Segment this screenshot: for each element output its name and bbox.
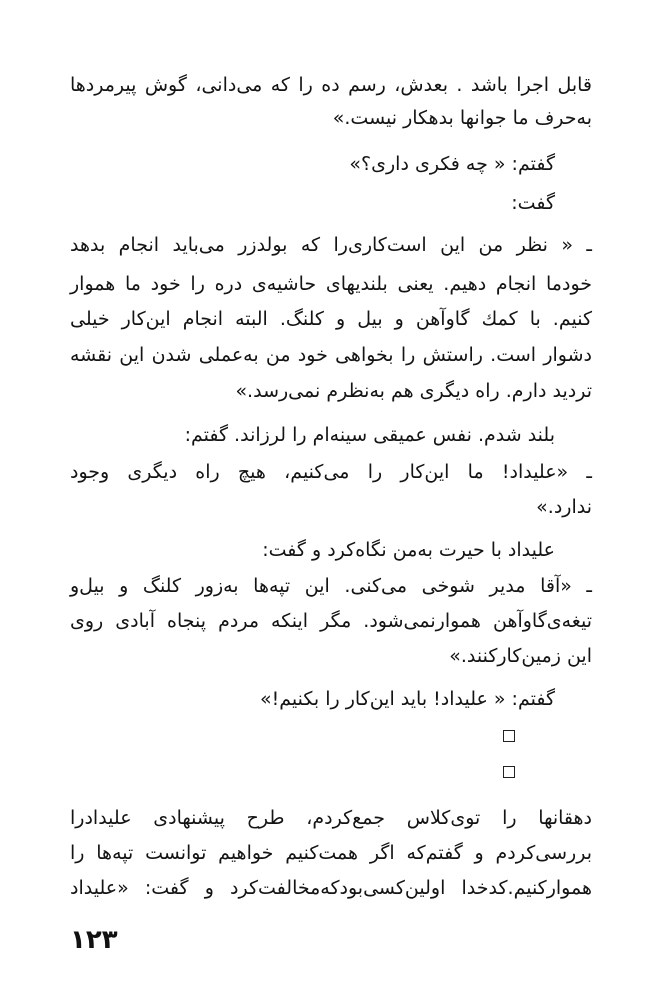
text-line: به‌حرف ما جوانها بدهکار نیست.» <box>332 107 592 129</box>
text-line: قابل اجرا باشد . بعدش، رسم ده را که می‌دانی، گوش پیرمردها <box>70 74 592 96</box>
text-line: ندارد.» <box>536 496 592 518</box>
text-line: ـ « نظر من این است‌کاری‌را که بولدزر می‌باید انجام بدهد <box>70 234 592 256</box>
section-break-box <box>503 730 515 742</box>
text-line: این زمین‌کارکنند.» <box>449 645 592 667</box>
page-number: ۱۲۳ <box>70 925 118 955</box>
text-line: تردید دارم. راه دیگری هم به‌نظرم نمی‌رسد.» <box>235 380 592 402</box>
text-line: ـ «علیداد! ما این‌کار را می‌کنیم، هیچ راه دیگری وجود <box>70 461 592 483</box>
section-break-box <box>503 766 515 778</box>
text-line: بلند شدم. نفس عمیقی سینه‌ام را لرزاند. گفتم: <box>184 424 555 446</box>
dialogue-line: گفتم: « چه فکری داری؟» <box>349 153 555 175</box>
text-line: علیداد با حیرت به‌من نگاه‌کرد و گفت: <box>262 539 555 561</box>
text-line: دشوار است. راستش را بخواهی خود من به‌عملی شدن این نقشه <box>70 344 592 366</box>
text-line: هموارکنیم.کدخدا اولین‌کسی‌بودکه‌مخالفت‌کرد و گفت: «علیداد <box>70 877 592 899</box>
text-line: بررسی‌کردم و گفتم‌که اگر همت‌کنیم خواهیم توانست تپه‌ها را <box>70 842 592 864</box>
text-line: دهقانها را توی‌کلاس جمع‌کردم، طرح پیشنهادی علیدادرا <box>70 807 592 829</box>
dialogue-line: گفتم: « علیداد! باید این‌کار را بکنیم!» <box>260 688 555 710</box>
text-line: تیغه‌ی‌گاوآهن هموارنمی‌شود. مگر اینکه مردم پنجاه آبادی روی <box>70 610 592 632</box>
text-line: خودما انجام دهیم. یعنی بلندیهای حاشیه‌ی دره را خود ما هموار <box>70 273 592 295</box>
dialogue-line: گفت: <box>511 192 555 214</box>
text-line: کنیم. با کمك گاوآهن و بیل و کلنگ. البته انجام این‌کار خیلی <box>70 308 592 330</box>
text-line: ـ «آقا مدیر شوخی می‌کنی. این تپه‌ها به‌زور کلنگ و بیل‌و <box>70 575 592 597</box>
